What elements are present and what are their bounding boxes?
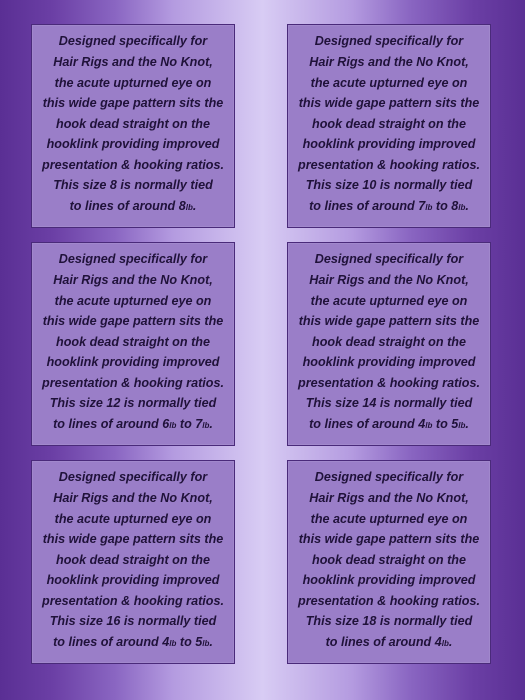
card-line: hook dead straight on the (56, 116, 210, 131)
unit-lb: lb (441, 639, 449, 649)
card-text (42, 249, 224, 436)
unit-lb: lb (169, 421, 177, 431)
card-line: presentation & hooking ratios. (298, 593, 480, 608)
card-line: the acute upturned eye on (54, 293, 212, 308)
card-line: Designed specifically for (58, 34, 208, 49)
card-line: the acute upturned eye on (310, 75, 468, 90)
card-text (298, 467, 480, 654)
unit-lb: lb (425, 203, 433, 213)
weight-text: to 8 (432, 199, 459, 214)
card-line: Hair Rigs and the No Knot, (53, 490, 213, 505)
card-line: This size 16 is normally tied (49, 614, 217, 629)
card-line: Designed specifically for (314, 252, 464, 267)
card-line: hooklink providing improved (46, 137, 220, 152)
card-line: presentation & hooking ratios. (298, 157, 480, 172)
card-line: Hair Rigs and the No Knot, (309, 272, 469, 287)
card-line: this wide gape pattern sits the (298, 314, 480, 329)
card-line: this wide gape pattern sits the (42, 314, 224, 329)
weight-text: . (448, 635, 453, 650)
card-line: hooklink providing improved (46, 573, 220, 588)
card-line: hook dead straight on the (56, 552, 210, 567)
card-line: presentation & hooking ratios. (42, 375, 224, 390)
card-line: this wide gape pattern sits the (298, 532, 480, 547)
card-line: hook dead straight on the (312, 552, 466, 567)
card-line: presentation & hooking ratios. (42, 157, 224, 172)
weight-text: . (209, 635, 213, 650)
card-line: Hair Rigs and the No Knot, (53, 54, 213, 69)
hook-description-card-size-16 (31, 460, 235, 664)
card-text (42, 31, 224, 218)
weight-text: to lines of around 4 (53, 635, 170, 650)
hook-description-card-size-18 (287, 460, 491, 664)
card-line: Designed specifically for (58, 470, 208, 485)
card-text (298, 31, 480, 218)
card-line: the acute upturned eye on (54, 511, 212, 526)
card-text (298, 249, 480, 436)
unit-lb: lb (202, 421, 210, 431)
card-text (42, 467, 224, 654)
weight-text: to 5 (432, 417, 459, 432)
card-line: the acute upturned eye on (310, 293, 468, 308)
card-line: Hair Rigs and the No Knot, (309, 490, 469, 505)
unit-lb: lb (185, 203, 193, 213)
card-line: hooklink providing improved (302, 355, 476, 370)
unit-lb: lb (169, 639, 177, 649)
weight-text: . (465, 199, 469, 214)
hook-description-card-size-10 (287, 24, 491, 228)
card-line: this wide gape pattern sits the (42, 96, 224, 111)
card-line: This size 14 is normally tied (305, 396, 473, 411)
weight-text: . (192, 199, 197, 214)
card-line: presentation & hooking ratios. (298, 375, 480, 390)
card-line: hook dead straight on the (312, 116, 466, 131)
card-line: this wide gape pattern sits the (42, 532, 224, 547)
card-line: Designed specifically for (314, 470, 464, 485)
card-line: presentation & hooking ratios. (42, 593, 224, 608)
weight-text: to lines of around 4 (309, 417, 426, 432)
unit-lb: lb (425, 421, 433, 431)
card-line: hooklink providing improved (302, 573, 476, 588)
card-line-weight (298, 414, 480, 437)
weight-text: . (465, 417, 469, 432)
card-line: This size 10 is normally tied (305, 178, 473, 193)
card-line-weight (298, 196, 480, 219)
card-line: this wide gape pattern sits the (298, 96, 480, 111)
card-line: Designed specifically for (314, 34, 464, 49)
card-line: hooklink providing improved (302, 137, 476, 152)
card-line-weight (298, 632, 480, 655)
hook-description-card-size-8 (31, 24, 235, 228)
weight-text: to lines of around 6 (53, 417, 170, 432)
card-line: hook dead straight on the (312, 334, 466, 349)
unit-lb: lb (202, 639, 210, 649)
card-line: hook dead straight on the (56, 334, 210, 349)
card-line-weight (42, 196, 224, 219)
card-line: hooklink providing improved (46, 355, 220, 370)
hook-description-card-size-12 (31, 242, 235, 446)
card-line-weight (42, 632, 224, 655)
card-line: This size 18 is normally tied (305, 614, 473, 629)
card-line: This size 8 is normally tied (53, 178, 213, 193)
weight-text: to lines of around 8 (69, 199, 186, 214)
weight-text: to lines of around 4 (325, 635, 442, 650)
card-line: the acute upturned eye on (54, 75, 212, 90)
card-line: the acute upturned eye on (310, 511, 468, 526)
hook-description-card-size-14 (287, 242, 491, 446)
unit-lb: lb (458, 421, 466, 431)
card-line-weight (42, 414, 224, 437)
unit-lb: lb (458, 203, 466, 213)
weight-text: to 5 (176, 635, 203, 650)
card-line: Hair Rigs and the No Knot, (309, 54, 469, 69)
card-line: Designed specifically for (58, 252, 208, 267)
weight-text: to lines of around 7 (309, 199, 426, 214)
weight-text: to 7 (176, 417, 203, 432)
weight-text: . (209, 417, 213, 432)
card-line: Hair Rigs and the No Knot, (53, 272, 213, 287)
card-line: This size 12 is normally tied (49, 396, 217, 411)
